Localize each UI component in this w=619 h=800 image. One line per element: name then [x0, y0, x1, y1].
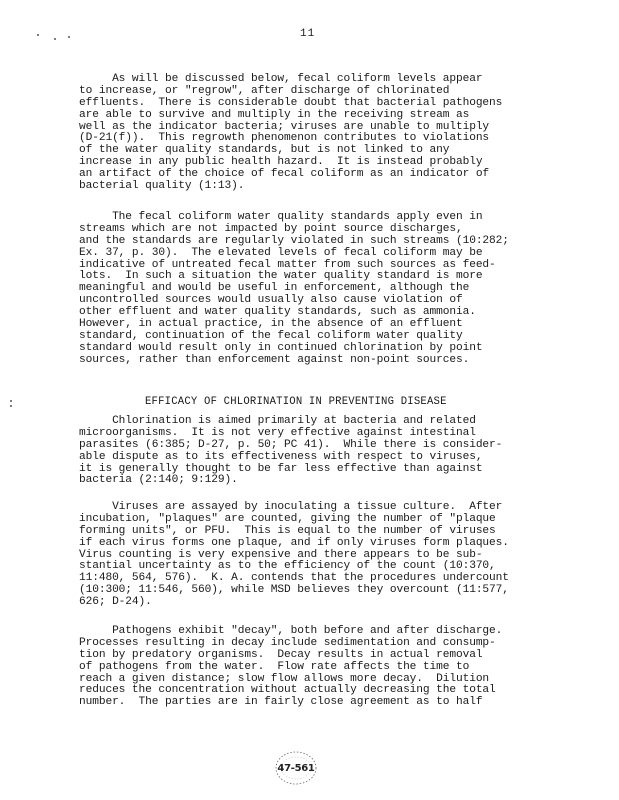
text-line: to increase, or "regrow", after discharge of chlorinated	[79, 84, 450, 97]
text-line: tion by predatory organisms. Decay results in actual removal	[79, 648, 483, 661]
text-line: of the water quality standards, but is not linked to any	[79, 144, 450, 157]
section-heading: EFFICACY OF CHLORINATION IN PREVENTING DISEASE	[145, 396, 447, 408]
text-line: As will be discussed below, fecal coliform levels appear	[79, 73, 483, 85]
text-line: bacteria (2:140; 9:129).	[79, 474, 238, 487]
text-line: Pathogens exhibit "decay", both before and after discharge.	[79, 625, 503, 637]
text-line: reduces the concentration without actually decreasing the total	[79, 684, 496, 697]
text-line: it is generally thought to be far less effective than against	[79, 462, 483, 475]
text-line: an artifact of the choice of fecal coliform as an indicator of	[79, 168, 490, 181]
text-line: parasites (6:385; D-27, p. 50; PC 41). While there is consider-	[79, 438, 503, 451]
paragraph-decay	[79, 626, 539, 709]
text-line: effluents. There is considerable doubt that bacterial pathogens	[79, 96, 503, 109]
text-line: able dispute as to its effectiveness with respect to viruses,	[79, 450, 483, 463]
text-line: bacterial quality (1:13).	[79, 180, 245, 193]
scan-speck	[37, 34, 39, 36]
text-line: standard would result only in continued chlorination by point	[79, 341, 483, 354]
text-line: However, in actual practice, in the absence of an effluent	[79, 318, 463, 331]
text-line: standard, continuation of the fecal coliform water quality	[79, 329, 463, 342]
text-line: if each virus forms one plaque, and if only viruses form plaques.	[79, 536, 509, 549]
text-line: are able to survive and multiply in the receiving stream as	[79, 108, 470, 121]
text-line: stantial uncertainty as to the efficiency of the count (10:370,	[79, 560, 496, 573]
text-line: well as the indicator bacteria; viruses are unable to multiply	[79, 120, 490, 133]
text-line: meaningful and would be useful in enforcement, although the	[79, 282, 470, 295]
text-line: 626; D-24).	[79, 596, 152, 609]
text-line: increase in any public health hazard. It is instead probably	[79, 156, 483, 169]
text-line: incubation, "plaques" are counted, giving the number of "plaque	[79, 512, 496, 525]
text-line: and the standards are regularly violated in such streams (10:282;	[79, 234, 509, 247]
scan-speck	[10, 405, 12, 407]
text-line: Processes resulting in decay include sedimentation and consump-	[79, 636, 496, 649]
text-line: reach a given distance; slow flow allows more decay. Dilution	[79, 672, 490, 685]
paragraph-regrowth	[79, 74, 539, 193]
text-line: uncontrolled sources would usually also cause violation of	[79, 294, 463, 307]
scan-speck	[54, 38, 56, 40]
text-line: of pathogens from the water. Flow rate affects the time to	[79, 660, 470, 673]
text-line: streams which are not impacted by point source discharges,	[79, 222, 463, 235]
paragraph-standards	[79, 212, 539, 367]
paragraph-chlorination	[79, 416, 539, 487]
scan-speck	[68, 36, 70, 38]
text-line: (10:300; 11:546, 560), while MSD believes they overcount (11:577,	[79, 584, 509, 597]
text-line: other effluent and water quality standards, such as ammonia.	[79, 306, 476, 319]
text-line: Ex. 37, p. 30). The elevated levels of fecal coliform may be	[79, 246, 483, 259]
page-number: 11	[300, 28, 316, 40]
text-line: number. The parties are in fairly close agreement as to half	[79, 696, 483, 709]
text-line: (D-21(f)). This regrowth phenomenon contributes to violations	[79, 132, 490, 145]
text-line: The fecal coliform water quality standards apply even in	[79, 211, 483, 223]
text-line: sources, rather than enforcement against non-point sources.	[79, 353, 470, 366]
paragraph-viruses	[79, 502, 539, 609]
text-line: Virus counting is very expensive and there appears to be sub-	[79, 548, 483, 561]
stamp-number: 47-561	[277, 763, 315, 774]
text-line: indicative of untreated fecal matter from such sources as feed-	[79, 258, 496, 271]
text-line: microorganisms. It is not very effective against intestinal	[79, 426, 476, 439]
scan-speck	[10, 400, 12, 402]
text-line: Chlorination is aimed primarily at bacteria and related	[79, 415, 476, 427]
text-line: Viruses are assayed by inoculating a tissue culture. After	[79, 501, 503, 513]
text-line: lots. In such a situation the water quality standard is more	[79, 270, 483, 283]
text-line: forming units", or PFU. This is equal to the number of viruses	[79, 524, 496, 537]
text-line: 11:480, 564, 576). K. A. contends that the procedures undercount	[79, 572, 509, 585]
archive-stamp	[274, 750, 318, 786]
